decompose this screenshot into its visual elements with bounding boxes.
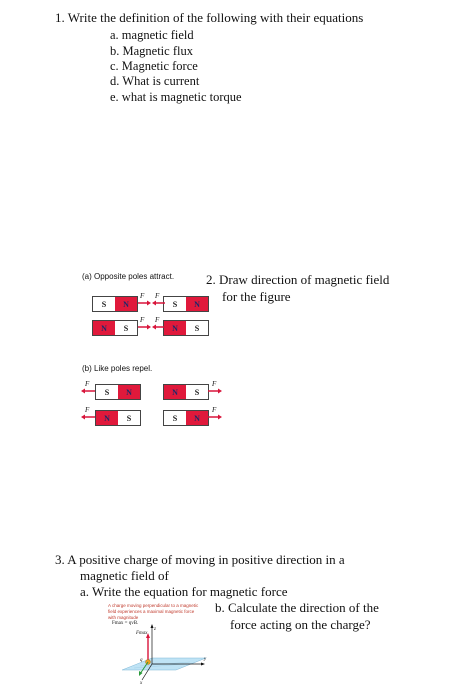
inset-caption-2: field experiences a maximal magnetic force [108,609,195,614]
pole-s: S [186,321,208,335]
q2-line2: for the figure [222,289,291,304]
force-arrow-b2-right [207,404,223,424]
pole-s: S [115,321,137,335]
charge-field-diagram [110,622,210,684]
magnet-b2-right [163,410,209,426]
force-label: F [85,406,90,414]
force-arrow-b1-right [207,378,223,398]
force-arrows-a2 [136,314,168,334]
pole-s: S [164,297,186,311]
force-label: F [212,406,217,414]
magnet-a1-left [92,296,138,312]
pole-s: S [186,385,208,399]
q1-item-d: d. What is current [110,74,200,88]
pole-s: S [93,297,115,311]
force-label: F [85,380,90,388]
force-label: F [155,316,160,324]
magnet-b1-left [95,384,141,400]
q1-item-a: a. magnetic field [110,28,194,42]
magnet-b2-left [95,410,141,426]
fmax-label: Fmax [136,631,148,636]
q1-item-c: c. Magnetic force [110,59,198,73]
pole-n: N [118,385,140,399]
q3-part-b-line1: b. Calculate the direction of the [215,600,379,615]
pole-s: S [96,385,118,399]
magnet-a2-left [92,320,138,336]
q3-part-b-line2: force acting on the charge? [230,617,371,632]
pole-n: N [186,411,208,425]
force-label: F [140,292,145,300]
pole-n: N [93,321,115,335]
pole-s: S [118,411,140,425]
pole-s: S [164,411,186,425]
force-arrow-b1-left [80,378,96,398]
pole-n: N [186,297,208,311]
y-axis-label: y [204,657,207,662]
inset-equation: Fmax = qvB. [112,621,139,626]
force-label: F [212,380,217,388]
q3-line2: magnetic field of [80,568,169,583]
charge-label: q [140,658,143,663]
figure-label-b: (b) Like poles repel. [82,364,153,373]
pole-n: N [115,297,137,311]
force-label: F [155,292,160,300]
force-arrow-b2-left [80,404,96,424]
force-arrows-a1 [136,290,168,310]
q1-title: 1. Write the definition of the following with their equations [55,10,364,25]
q1-item-b: b. Magnetic flux [110,44,193,58]
pole-n: N [164,385,186,399]
z-axis-label: z [154,627,156,632]
x-axis-label: x [140,681,143,684]
magnet-b1-right [163,384,209,400]
q3-part-a: a. Write the equation for magnetic force [80,584,288,599]
pole-n: N [164,321,186,335]
force-label: F [140,316,145,324]
inset-caption-1: A charge moving perpendicular to a magnetic [108,603,199,608]
pole-n: N [96,411,118,425]
magnet-a2-right [163,320,209,336]
q3-line1: 3. A positive charge of moving in positive direction in a [55,552,345,567]
figure-label-a: (a) Opposite poles attract. [82,272,175,281]
inset-caption-3: with magnitude [108,615,139,620]
q1-item-e: e. what is magnetic torque [110,90,242,104]
q2-line1: 2. Draw direction of magnetic field [206,272,390,287]
magnet-a1-right [163,296,209,312]
